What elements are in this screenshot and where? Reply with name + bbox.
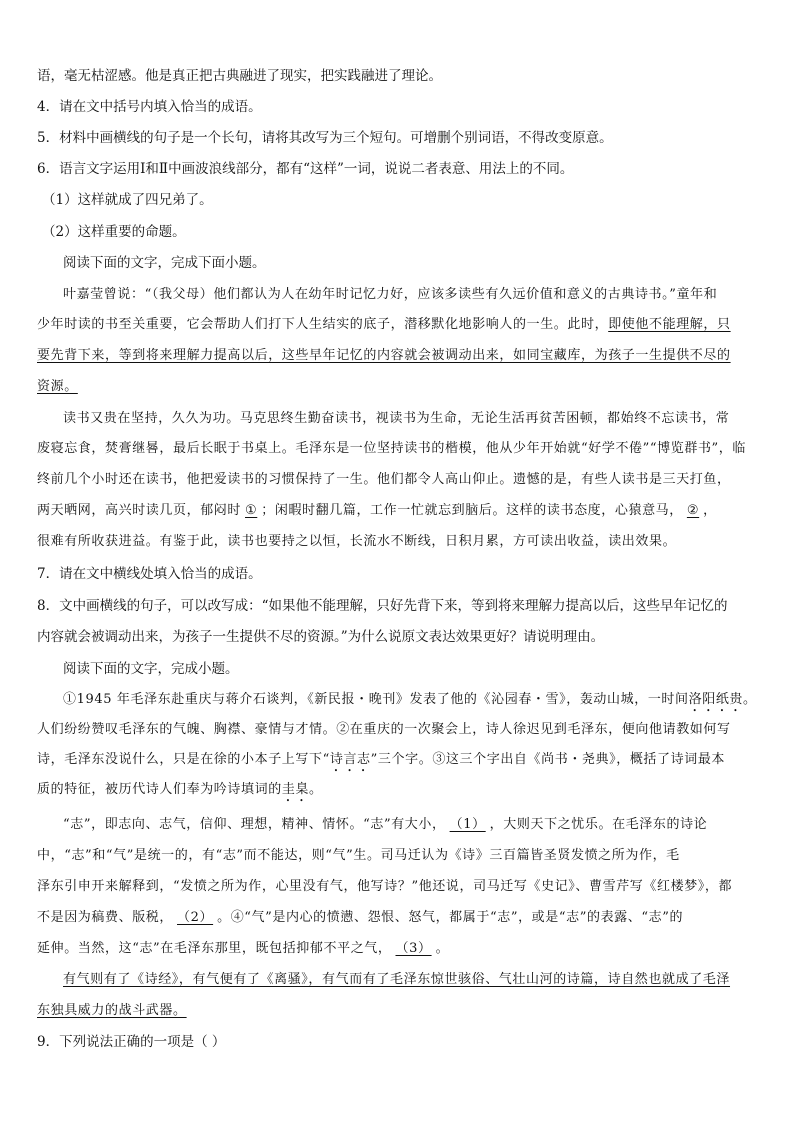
passage-d-line: “志”，即志向、志气，信仰、理想，精神、情怀。“志”有大小， （1） ，大则天下之忧乐。在毛泽东的诗论	[63, 813, 788, 832]
fill-blank-d3[interactable]: （3）	[395, 941, 432, 956]
fill-blank-1[interactable]: ①	[245, 503, 258, 518]
passage-c-line: ①1945 年毛泽东赴重庆与蒋介石谈判，《新民报・晚刊》发表了他的《沁园春・雪》，轰动山城，一时间洛阳纸贵。	[63, 692, 757, 707]
passage-b-line: 两天晒网，高兴时读几页，郁闷时 ① ；闲暇时翻几篇，工作一忙就忘到脑后。这样的读书态度，心猿意马， ② ，	[37, 503, 717, 518]
passage-d-line: 泽东引申开来解释到，“发愤之所为作，心里没有气，他写诗？”他还说，司马迁写《史记》、曹雪芹写《红楼梦》，都	[37, 879, 733, 894]
underlined-sentence: 东独具威力的战斗武器。	[37, 1003, 187, 1018]
passage-d-line: 不是因为稿费、版税， （2） 。④“气”是内心的愤懑、怨恨、怒气，都属于“志”，或是“志”的表露、“志”的	[37, 906, 762, 925]
passage-c-line: 诗，毛泽东没说什么，只是在徐的小本子上写下“诗言志”三个字。③这三个字出自《尚书・尧典》，概括了诗词最本	[37, 752, 726, 767]
dotted-phrase: 诗言志	[329, 752, 371, 767]
passage-c-line: 质的特征，被历代诗人们奉为吟诗填词的圭臬。	[37, 782, 323, 797]
paragraph-line: 语，毫无枯涩感。他是真正把古典融进了现实，把实践融进了理论。	[37, 68, 442, 84]
question-4: 4．请在文中括号内填入恰当的成语。	[37, 99, 262, 115]
passage-d-line: 延伸。当然，这“志”在毛泽东那里，既包括抑郁不平之气， （3） 。	[37, 937, 762, 956]
fill-blank-d2[interactable]: （2）	[177, 910, 214, 925]
passage-b-line: 读书又贵在坚持，久久为功。马克思终生勤奋读书，视读书为生命，无论生活再贫苦困顿，都始终不忘读书，常	[63, 411, 730, 426]
passage-d-line: 中，“志”和“气”是统一的，有“志”而不能达，则“气”生。司马迁认为《诗》三百篇皆圣贤发愤之所为作，毛	[37, 848, 680, 863]
dotted-phrase: 圭臬	[281, 782, 310, 797]
passage-a-line: 叶嘉莹曾说：“（我父母）他们都认为人在幼年时记忆力好，应该多读些有久远价值和意义的古典诗书。”童年和	[63, 287, 718, 302]
underlined-sentence: 有气则有了《诗经》，有气便有了《离骚》，有气而有了毛泽东惊世骇俗、气壮山河的诗篇，诗自然也就成了毛泽	[63, 972, 731, 987]
underlined-sentence: 即使他不能理解，只	[608, 317, 731, 332]
dotted-phrase: 洛阳纸贵	[688, 692, 744, 707]
fill-blank-d1[interactable]: （1）	[449, 817, 486, 832]
passage-a-line: 少年时读的书至关重要，它会帮助人们打下人生结实的底子，潜移默化地影响人的一生。此时，即使他不能理解，只	[37, 317, 731, 332]
reading-instruction: 阅读下面的文字，完成下面小题。	[63, 255, 266, 271]
question-8: 内容就会被调动出来，为孩子一生提供不尽的资源。”为什么说原文表达效果更好？请说明理由。	[37, 629, 605, 645]
underlined-sentence: 要先背下来，等到将来理解力提高以后，这些早年记忆的内容就会被调动出来，如同宝藏库，为孩子一生提供不尽的	[37, 348, 731, 363]
question-7: 7．请在文中横线处填入恰当的成语。	[37, 566, 262, 582]
passage-c-line: 人们纷纷赞叹毛泽东的气魄、胸襟、豪情与才情。②在重庆的一次聚会上，诗人徐迟见到毛泽东，便向他请教如何写	[37, 722, 731, 737]
question-8: 8．文中画横线的句子，可以改写成：“如果他不能理解，只好先背下来，等到将来理解力提高以后，这些早年记忆的	[37, 598, 728, 614]
question-5: 5．材料中画横线的句子是一个长句，请将其改写为三个短句。可增删个别词语，不得改变原意。	[37, 130, 613, 146]
underlined-sentence: 资源。	[37, 379, 78, 394]
question-6: 6．语言文字运用Ⅰ和Ⅱ中画波浪线部分，都有“这样”一词，说说二者表意、用法上的不同。	[37, 161, 574, 177]
question-9: 9．下列说法正确的一项是（ ）	[37, 1034, 226, 1050]
fill-blank-2[interactable]: ②	[686, 503, 700, 518]
reading-instruction: 阅读下面的文字，完成小题。	[63, 661, 239, 677]
question-6-part-2: （2）这样重要的命题。	[42, 224, 186, 240]
passage-b-line: 很难有所收获进益。有鉴于此，读书也要持之以恒，长流水不断线，日积月累，方可读出收益，读出效果。	[37, 534, 677, 549]
question-6-part-1: （1）这样就成了四兄弟了。	[42, 192, 213, 208]
passage-b-line: 终前几个小时还在读书，他把爱读书的习惯保持了一生。他们都令人高山仰止。遗憾的是，有些人读书是三天打鱼，	[37, 472, 731, 487]
passage-b-line: 废寝忘食，焚膏继晷，最后长眠于书桌上。毛泽东是一位坚持读书的楷模，他从少年开始就“好学不倦”“博览群书”，临	[37, 441, 746, 456]
